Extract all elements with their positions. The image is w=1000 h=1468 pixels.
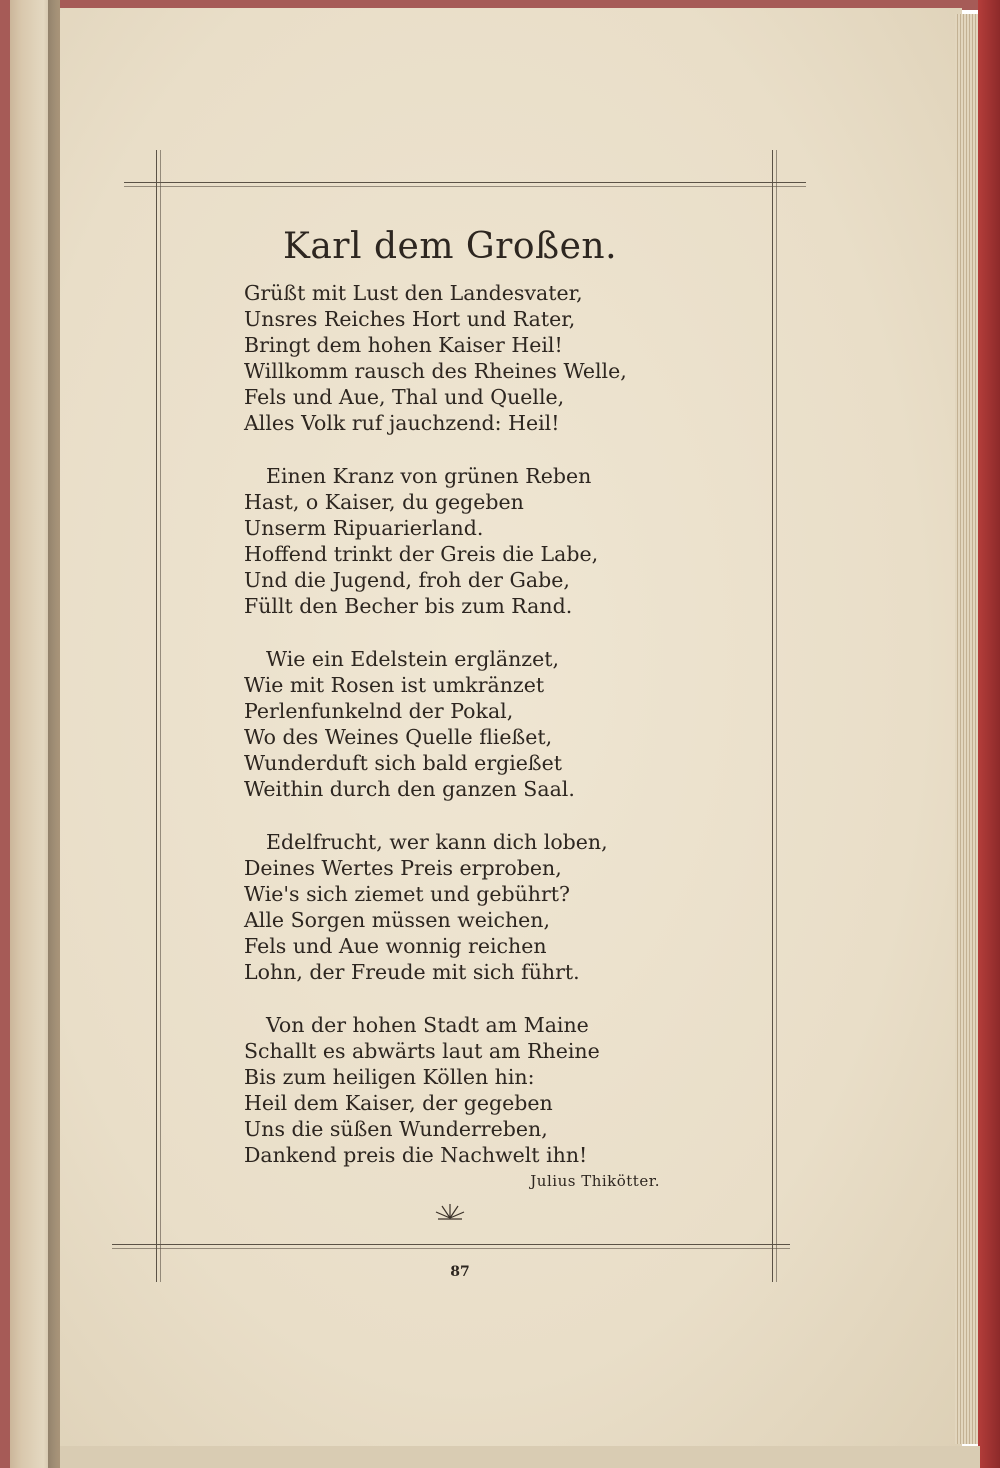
- frame-bottom-rule-inner: [112, 1248, 790, 1249]
- frame-left-rule-inner: [160, 150, 161, 1282]
- poem-line: Unserm Ripuarierland.: [244, 516, 484, 540]
- poem-line: Deines Wertes Preis erproben,: [244, 856, 562, 880]
- poem-line: Bringt dem hohen Kaiser Heil!: [244, 333, 563, 357]
- poem-line: Schallt es abwärts laut am Rheine: [244, 1039, 600, 1063]
- poem-line: Hast, o Kaiser, du gegeben: [244, 490, 524, 514]
- poem-line: Perlenfunkelnd der Pokal,: [244, 699, 514, 723]
- poem-line: Füllt den Becher bis zum Rand.: [244, 594, 573, 618]
- poem-line: Bis zum heiligen Köllen hin:: [244, 1065, 535, 1089]
- poem-body: [244, 280, 684, 1195]
- poem-title: Karl dem Großen.: [282, 226, 618, 267]
- poem-line: Fels und Aue, Thal und Quelle,: [244, 385, 565, 409]
- poem-line: Grüßt mit Lust den Landesvater,: [244, 281, 583, 305]
- poem-line: Willkomm rausch des Rheines Welle,: [244, 359, 627, 383]
- frame-right-rule-inner: [776, 150, 777, 1282]
- author-signature: Julius Thikötter.: [530, 1172, 660, 1190]
- frame-bottom-rule: [112, 1244, 790, 1245]
- poem-line: Alles Volk ruf jauchzend: Heil!: [244, 411, 560, 435]
- poem-line: Edelfrucht, wer kann dich loben,: [266, 830, 608, 854]
- poem-line: Hoffend trinkt der Greis die Labe,: [244, 542, 599, 566]
- poem-line: Dankend preis die Nachwelt ihn!: [244, 1143, 588, 1167]
- page-bottom-shadow: [60, 1446, 980, 1468]
- stanza: [244, 463, 684, 619]
- stanza: [244, 829, 684, 985]
- poem-line: Von der hohen Stadt am Maine: [266, 1013, 589, 1037]
- poem-line: Und die Jugend, froh der Gabe,: [244, 568, 570, 592]
- poem-line: Unsres Reiches Hort und Rater,: [244, 307, 576, 331]
- frame-left-rule: [156, 150, 157, 1282]
- poem-line: Wo des Weines Quelle fließet,: [244, 725, 553, 749]
- stanza: [244, 1012, 684, 1168]
- poem-line: Wie's sich ziemet und gebührt?: [244, 882, 571, 906]
- cover-edge-right: [978, 0, 1000, 1468]
- ornament-icon: [430, 1200, 470, 1222]
- poem-line: Lohn, der Freude mit sich führt.: [244, 960, 580, 984]
- poem-line: Wie mit Rosen ist umkränzet: [244, 673, 545, 697]
- poem-line: Uns die süßen Wunderreben,: [244, 1117, 548, 1141]
- poem-line: Alle Sorgen müssen weichen,: [244, 908, 551, 932]
- poem-line: Wunderduft sich bald ergießet: [244, 751, 562, 775]
- poem-line: Heil dem Kaiser, der gegeben: [244, 1091, 553, 1115]
- frame-top-rule-inner: [124, 186, 806, 187]
- stanza: [244, 646, 684, 802]
- frame-top-rule: [124, 182, 806, 183]
- poem-line: Weithin durch den ganzen Saal.: [244, 777, 575, 801]
- page-number: 87: [450, 1264, 470, 1280]
- cover-edge-left: [0, 0, 10, 1468]
- frame-right-rule: [772, 150, 773, 1282]
- stanza: [244, 280, 684, 436]
- poem-line: Fels und Aue wonnig reichen: [244, 934, 547, 958]
- poem-line: Einen Kranz von grünen Reben: [266, 464, 592, 488]
- poem-line: Wie ein Edelstein erglänzet,: [266, 647, 559, 671]
